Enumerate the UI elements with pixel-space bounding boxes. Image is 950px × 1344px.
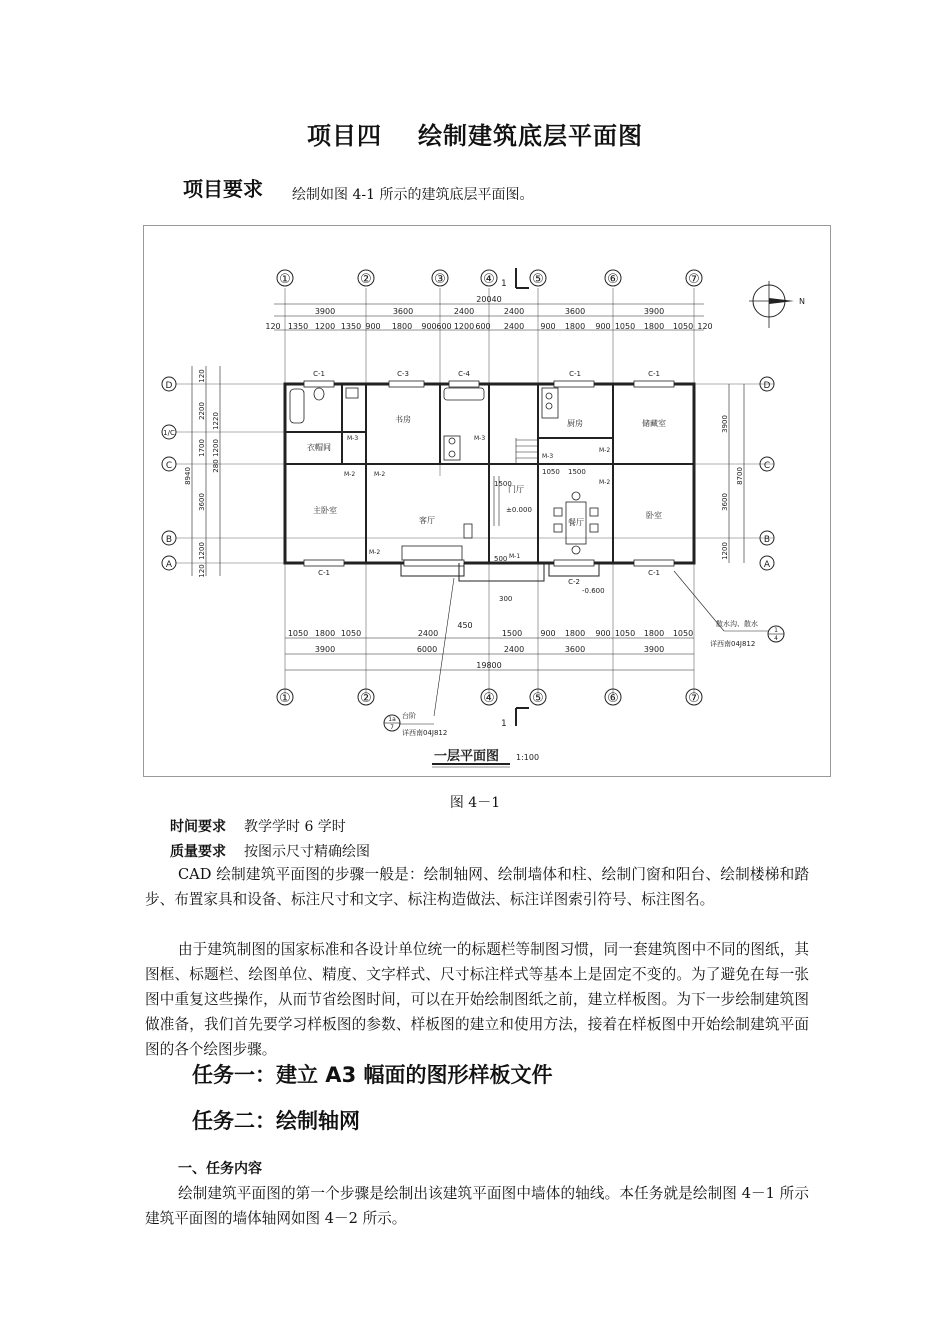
top-detail-dim: 1800 xyxy=(564,322,586,331)
requirement-text: 绘制如图 4-1 所示的建筑底层平面图。 xyxy=(292,187,534,203)
top-bay-dim: 3600 xyxy=(392,307,414,316)
plan-title-block xyxy=(432,748,539,767)
window-label: C-1 xyxy=(569,370,581,378)
section-mark-bottom xyxy=(501,708,529,729)
callout-right-num: 1 xyxy=(774,627,778,634)
quality-req-label: 质量要求 xyxy=(170,844,226,860)
bottom-detail-dim: 1050 xyxy=(340,629,362,638)
room-label: 卧室 xyxy=(646,511,662,520)
time-requirement xyxy=(170,816,346,836)
left-dim: 8940 xyxy=(184,467,192,485)
north-arrow-icon xyxy=(749,281,805,328)
bottom-detail-dim: 1050 xyxy=(287,629,309,638)
top-detail-dim: 1800 xyxy=(643,322,665,331)
callout-right-sheet: 4 xyxy=(774,635,778,642)
door-label: M-2 xyxy=(344,471,356,478)
door-label: M-2 xyxy=(369,549,381,556)
task-one-heading: 任务一：建立 A3 幅面的图形样板文件 xyxy=(192,1063,553,1087)
top-total-dim: 20040 xyxy=(476,295,502,304)
axis-label-side: B xyxy=(165,535,173,545)
room-label: 主卧室 xyxy=(313,506,337,515)
top-detail-dim: 600 xyxy=(436,322,452,331)
top-detail-dim: 1350 xyxy=(287,322,309,331)
top-detail-dim: 1050 xyxy=(614,322,636,331)
plan-title: 一层平面图 xyxy=(434,749,500,764)
callout-left-sheet: 7 xyxy=(390,724,394,731)
axis-label-side: C xyxy=(165,461,173,471)
floor-plan-figure xyxy=(143,225,831,777)
room-label: 门厅 xyxy=(508,485,524,494)
section-mark-top xyxy=(501,268,529,289)
top-detail-dim: 1200 xyxy=(314,322,336,331)
fixtures xyxy=(290,388,558,560)
axis-label-side: B xyxy=(763,535,771,545)
bottom-detail-dim: 1800 xyxy=(643,629,665,638)
top-detail-dim: 120 xyxy=(697,322,713,331)
inner-dim: 1500 xyxy=(494,480,512,488)
axis-label-side: D xyxy=(763,381,771,391)
top-detail-dim: 900 xyxy=(595,322,611,331)
axis-label-bottom: ⑦ xyxy=(688,691,700,706)
bottom-detail-dim: 450 xyxy=(457,621,473,630)
top-detail-dim: 900 xyxy=(540,322,556,331)
axis-label-top: ① xyxy=(279,272,291,287)
bottom-total-dim: 19800 xyxy=(476,661,502,670)
paragraph-steps: CAD 绘制建筑平面图的步骤一般是：绘制轴网、绘制墙体和柱、绘制门窗和阳台、绘制楼梯和踏步、布置家具和设备、标注尺寸和文字、标注构造做法、标注详图索引符号、标注图名。 xyxy=(145,866,809,908)
axis-label-side: D xyxy=(165,381,173,391)
task-two-heading: 任务二：绘制轴网 xyxy=(192,1109,360,1133)
quality-requirement xyxy=(170,841,370,861)
page-title xyxy=(0,116,950,151)
bottom-bay-dim: 3900 xyxy=(314,645,336,654)
axis-bubbles-side xyxy=(162,377,774,570)
room-label: 客厅 xyxy=(419,516,435,525)
top-detail-dim: 600 xyxy=(475,322,491,331)
window-label: C-3 xyxy=(397,370,409,378)
top-bay-dim: 2400 xyxy=(503,307,525,316)
inner-dim: 1500 xyxy=(568,468,586,476)
time-req-text: 教学学时 6 学时 xyxy=(244,819,346,835)
left-dim: 1200 xyxy=(212,439,220,457)
paragraph-template: 由于建筑制图的国家标准和各设计单位统一的标题栏等制图习惯，同一套建筑图中不同的图纸，其图框、标题栏、绘图单位、精度、文字样式、尺寸标注样式等基本上是固定不变的。为了避免在每一张图中重复这些操作，从而节省绘图时间，可以在开始绘制图纸之前，建立样板图。为下一步绘制建筑图做准备，我们首先要学习样板图的参数、样板图的建立和使用方法，接着在样板图中开始绘制建筑平面图的各个绘图步骤。 xyxy=(145,941,809,1058)
section-mark-label: 1 xyxy=(501,719,507,729)
door-label: M-2 xyxy=(599,479,611,486)
right-dim: 3600 xyxy=(721,493,729,511)
left-dim: 1220 xyxy=(212,412,220,430)
quality-req-text: 按图示尺寸精确绘图 xyxy=(244,844,370,860)
level-label: -0.600 xyxy=(582,587,605,595)
window-label: C-1 xyxy=(318,569,330,577)
bottom-detail-dim: 900 xyxy=(540,629,556,638)
bottom-detail-dim: 1050 xyxy=(614,629,636,638)
axis-label-top: ② xyxy=(360,272,372,287)
door-label: M-1 xyxy=(509,553,521,560)
left-dim: 1700 xyxy=(198,439,206,457)
top-detail-dim: 1350 xyxy=(340,322,362,331)
paragraph-axis-grid: 绘制建筑平面图的第一个步骤是绘制出该建筑平面图中墙体的轴线。本任务就是绘制图 4－1 所示建筑平面图的墙体轴网如图 4－2 所示。 xyxy=(145,1185,809,1227)
window-label: C-1 xyxy=(313,370,325,378)
top-bay-dim: 2400 xyxy=(453,307,475,316)
top-detail-dim: 2400 xyxy=(503,322,525,331)
bottom-bay-dim: 2400 xyxy=(503,645,525,654)
left-dim: 120 xyxy=(198,564,206,578)
top-detail-dim: 900 xyxy=(365,322,381,331)
inner-dim: 500 xyxy=(494,555,508,563)
callout-left xyxy=(384,578,454,737)
inner-dim: 300 xyxy=(499,595,513,603)
left-dim: 3600 xyxy=(198,493,206,511)
axis-label-top: ④ xyxy=(483,272,495,287)
left-dim: 2200 xyxy=(198,402,206,420)
right-dim: 3900 xyxy=(721,415,729,433)
door-label: M-3 xyxy=(542,453,554,460)
bottom-detail-dim: 1800 xyxy=(314,629,336,638)
window-label: C-2 xyxy=(568,578,580,586)
axis-label-side: C xyxy=(763,461,771,471)
callout-left-line2: 详西南04J812 xyxy=(402,729,448,737)
bottom-detail-dim: 2400 xyxy=(417,629,439,638)
bottom-detail-dim: 900 xyxy=(595,629,611,638)
room-label: 厨房 xyxy=(567,419,583,428)
inner-dim: 1050 xyxy=(542,468,560,476)
top-detail-dim: 1200 xyxy=(453,322,475,331)
top-detail-dim: 1800 xyxy=(391,322,413,331)
window-label: C-1 xyxy=(648,370,660,378)
plan-scale: 1:100 xyxy=(516,753,540,762)
left-dim: 1200 xyxy=(198,542,206,560)
right-dim: 8700 xyxy=(736,467,744,485)
figure-caption: 图 4－1 xyxy=(449,795,501,811)
room-label: 储藏室 xyxy=(642,419,666,428)
callout-left-num: 1a xyxy=(388,716,396,723)
axis-label-side: 1/C xyxy=(163,429,175,437)
bottom-detail-dim: 1500 xyxy=(501,629,523,638)
axis-label-top: ⑥ xyxy=(607,272,619,287)
top-detail-dim: 1050 xyxy=(672,322,694,331)
callout-right-line1: 散水沟、散水 xyxy=(716,620,758,628)
left-dim: 120 xyxy=(198,369,206,383)
bottom-bay-dim: 3600 xyxy=(564,645,586,654)
door-label: M-3 xyxy=(347,435,359,442)
top-detail-dim: 900 xyxy=(421,322,437,331)
bottom-detail-dim: 1050 xyxy=(672,629,694,638)
axis-label-bottom: ⑥ xyxy=(607,691,619,706)
left-dim: 280 xyxy=(212,459,220,473)
axis-label-bottom: ⑤ xyxy=(532,691,544,706)
bottom-bay-dim: 6000 xyxy=(416,645,438,654)
axis-label-top: ③ xyxy=(434,272,446,287)
room-label: 衣帽间 xyxy=(307,443,331,452)
door-label: M-2 xyxy=(599,447,611,454)
task-content-subheading: 一、任务内容 xyxy=(178,1161,262,1177)
top-bay-dim: 3900 xyxy=(643,307,665,316)
requirement-heading: 项目要求 xyxy=(183,177,263,201)
floor-plan-drawing xyxy=(144,226,830,776)
title-part1: 项目四 xyxy=(307,122,382,150)
bottom-detail-dim: 1800 xyxy=(564,629,586,638)
top-bay-dim: 3900 xyxy=(314,307,336,316)
axis-label-bottom: ④ xyxy=(483,691,495,706)
north-label: N xyxy=(799,297,805,306)
callout-left-line1: 台阶 xyxy=(402,712,416,720)
door-label: M-3 xyxy=(474,435,486,442)
window-label: C-4 xyxy=(458,370,470,378)
axis-label-bottom: ② xyxy=(360,691,372,706)
window-label: C-1 xyxy=(648,569,660,577)
axis-label-side: A xyxy=(763,560,771,570)
axis-label-bottom: ① xyxy=(279,691,291,706)
callout-right-line2: 详西南04J812 xyxy=(710,640,756,648)
room-label: 餐厅 xyxy=(568,518,584,527)
axis-label-top: ⑤ xyxy=(532,272,544,287)
level-label: ±0.000 xyxy=(506,506,532,514)
title-part2: 绘制建筑底层平面图 xyxy=(418,122,643,150)
bottom-bay-dim: 3900 xyxy=(643,645,665,654)
right-dim: 1200 xyxy=(721,542,729,560)
door-label: M-2 xyxy=(374,471,386,478)
top-bay-dim: 3600 xyxy=(564,307,586,316)
room-label: 书房 xyxy=(395,415,411,424)
time-req-label: 时间要求 xyxy=(170,819,226,835)
axis-label-top: ⑦ xyxy=(688,272,700,287)
section-mark-label: 1 xyxy=(501,279,507,289)
top-detail-dim: 120 xyxy=(265,322,281,331)
axis-label-side: A xyxy=(165,560,173,570)
